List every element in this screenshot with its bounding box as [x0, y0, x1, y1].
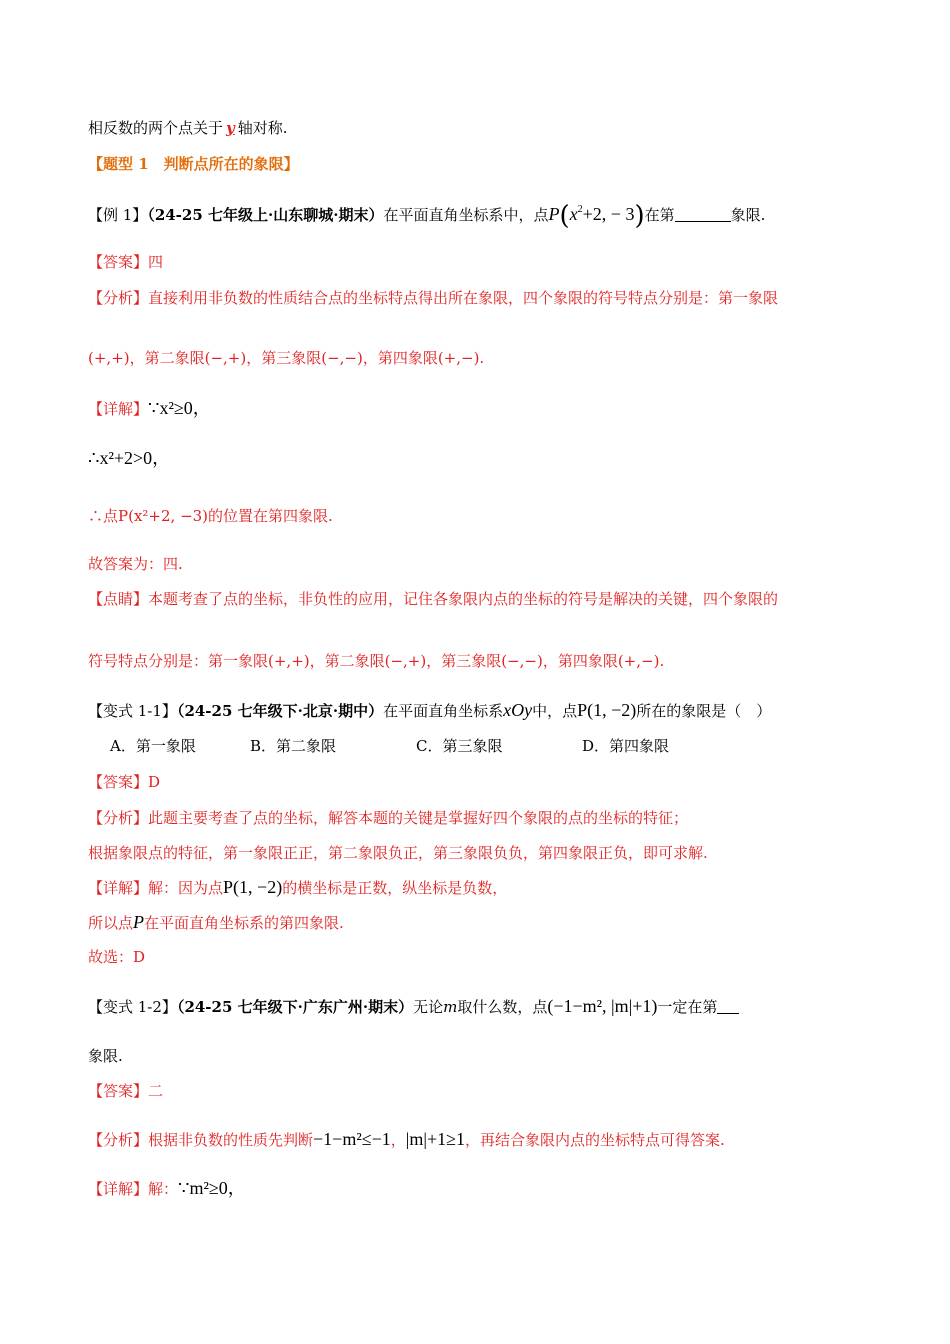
- variant11-conclusion: 故选：D: [88, 948, 146, 966]
- variant11-text3: 所在的象限是（ ）: [636, 702, 772, 720]
- answer-value: 二: [148, 1082, 164, 1100]
- example1-point: $P(x^2+2$, − 3): [548, 201, 645, 231]
- section-title: 【题型 1 判断点所在的象限】: [88, 155, 299, 173]
- analysis-label: 【分析】: [88, 809, 149, 827]
- variant11-detail-l1: [88, 876, 870, 899]
- intro-answer: y: [226, 119, 235, 137]
- variant11-label: 【变式 1-1】: [88, 702, 177, 720]
- intro-line: [88, 117, 870, 139]
- answer-value: 四: [148, 253, 164, 271]
- variant12-answer: [88, 1080, 870, 1102]
- variant11-point: P(1, −2): [577, 700, 637, 720]
- variant12-analysis: [88, 1128, 870, 1151]
- variant12-blank: [717, 999, 739, 1014]
- analysis-text: 此题主要考查了点的坐标，解答本题的关键是掌握好四个象限的点的坐标的特征；: [148, 809, 689, 827]
- answer-label: 【答案】: [88, 253, 149, 271]
- detail-text: 在平面直角坐标系的第四象限.: [144, 914, 344, 932]
- variant12-source: （24-25 七年级下·广东广州·期末）: [176, 998, 414, 1016]
- variant11-question: [88, 699, 870, 722]
- variant12-question-l2: 象限.: [88, 1047, 123, 1065]
- analysis-text: ，再结合象限内点的坐标特点可得答案.: [465, 1131, 725, 1149]
- detail-point: P(1, −2): [223, 877, 283, 897]
- option-b[interactable]: B．第二象限: [250, 737, 337, 755]
- answer-label: 【答案】: [88, 773, 149, 791]
- example1-blank: [675, 207, 731, 222]
- example1-comment-l1: [88, 588, 870, 610]
- variant11-detail-l2: 所以点P在平面直角坐标系的第四象限.: [88, 912, 344, 932]
- variant12-var: m: [443, 998, 458, 1016]
- example1-answer: [88, 251, 870, 273]
- example1-text1: 在平面直角坐标系中，点: [383, 206, 549, 224]
- example1-detail-l1: [88, 397, 870, 420]
- analysis-math: −1−m²≤−1: [313, 1129, 391, 1149]
- example1-text3: 象限.: [730, 206, 766, 224]
- variant12-question: [88, 995, 870, 1018]
- variant12-text1: 无论: [413, 998, 444, 1016]
- variant12-text2: 取什么数，点: [457, 998, 548, 1016]
- example1-text2: 在第: [644, 206, 675, 224]
- option-a[interactable]: A．第一象限: [110, 737, 196, 755]
- variant12-label: 【变式 1-2】: [88, 998, 177, 1016]
- analysis-text: ，: [390, 1131, 406, 1149]
- variant11-analysis-l2: 根据象限点的特征，第一象限正正，第二象限负正，第三象限负负，第四象限正负，即可求解.: [88, 844, 708, 862]
- answer-label: 【答案】: [88, 1082, 149, 1100]
- example1-detail-l3: ∴点P(x²+2, −3)的位置在第四象限.: [88, 507, 333, 525]
- variant11-answer: [88, 771, 870, 793]
- intro-text: 相反数的两个点关于: [88, 119, 224, 137]
- variant11-options: [110, 735, 870, 757]
- variant12-point: (−1−m², |m|+1): [547, 996, 658, 1016]
- detail-text: 的横坐标是正数，纵坐标是负数，: [282, 879, 508, 897]
- option-c[interactable]: C．第三象限: [416, 737, 503, 755]
- example1-conclusion: 故答案为：四.: [88, 555, 183, 573]
- analysis-text: 直接利用非负数的性质结合点的坐标特点得出所在象限，四个象限的符号特点分别是：第一象限: [148, 289, 779, 307]
- example1-analysis-l2: (+,+)，第二象限(−,+)，第三象限(−,−)，第四象限(+,−).: [88, 349, 485, 367]
- comment-text: 本题考查了点的坐标，非负性的应用，记住各象限内点的坐标的符号是解决的关键，四个象限的: [148, 590, 779, 608]
- example1-source: （24-25 七年级上·山东聊城·期末）: [147, 206, 384, 224]
- detail-label: 【详解】: [88, 400, 149, 418]
- example1-comment-l2: 符号特点分别是：第一象限(+,+)，第二象限(−,+)，第三象限(−,−)，第四象限(+,−).: [88, 652, 665, 670]
- analysis-text: 根据非负数的性质先判断: [148, 1131, 314, 1149]
- detail-label: 【详解】: [88, 879, 149, 897]
- example1-analysis-l1: [88, 287, 870, 309]
- variant12-text3: 一定在第: [657, 998, 718, 1016]
- analysis-label: 【分析】: [88, 289, 149, 307]
- analysis-label: 【分析】: [88, 1131, 149, 1149]
- option-d[interactable]: D．第四象限: [582, 737, 670, 755]
- detail-text: 解：: [148, 1180, 179, 1198]
- variant11-source: （24-25 七年级下·北京·期中）: [176, 702, 384, 720]
- detail-label: 【详解】: [88, 1180, 149, 1198]
- detail-math: ∵x²≥0，: [148, 398, 211, 418]
- variant11-text2: 中，点: [532, 702, 578, 720]
- comment-label: 【点睛】: [88, 590, 149, 608]
- example1-detail-l2: ∴x²+2>0，: [88, 448, 171, 468]
- intro-suffix: 轴对称.: [237, 119, 288, 137]
- detail-math: ∵m²≥0，: [178, 1178, 246, 1198]
- variant11-system: xOy: [503, 700, 533, 720]
- variant11-text1: 在平面直角坐标系: [383, 702, 504, 720]
- answer-value: D: [148, 773, 161, 791]
- detail-text: 解：因为点: [148, 879, 224, 897]
- example1-question: [88, 201, 870, 231]
- variant11-analysis-l1: [88, 807, 870, 829]
- example1-label: 【例 1】: [88, 206, 148, 224]
- variant12-detail: [88, 1177, 870, 1200]
- analysis-math: |m|+1≥1: [405, 1129, 466, 1149]
- detail-text: 所以点: [88, 914, 134, 932]
